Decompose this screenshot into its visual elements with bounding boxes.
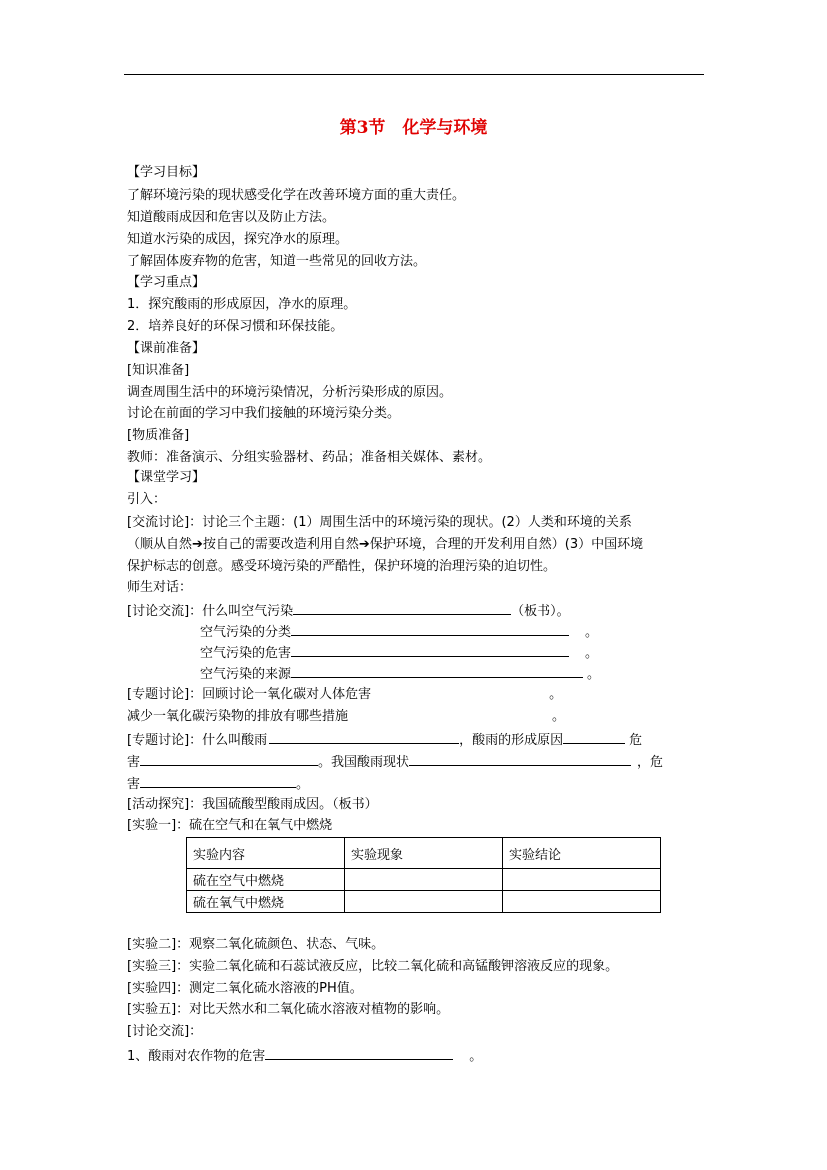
discussion-line: 保护标志的创意。感受环境污染的严酷性，保护环境的治理污染的迫切性。 [127, 559, 557, 574]
table-header-row [187, 838, 661, 869]
co-harm-line: [专题讨论]：回顾讨论一氧化碳对人体危害 。 [127, 687, 563, 702]
classroom-heading: 【课堂学习】 [127, 470, 206, 485]
knowledge-prep-item: 讨论在前面的学习中我们接触的环境污染分类。 [127, 406, 401, 421]
experiment-1-line: [实验一]：硫在空气和在氧气中燃烧 [127, 818, 333, 833]
answer-blank[interactable] [265, 1046, 453, 1060]
objective-item: 知道酸雨成因和危害以及防止方法。 [127, 210, 336, 225]
co-measures-line: 减少一氧化碳污染物的排放有哪些措施 。 [127, 709, 566, 724]
material-prep-heading: [物质准备] [127, 428, 190, 443]
objective-item: 了解固体废弃物的危害，知道一些常见的回收方法。 [127, 254, 427, 269]
experiment-line: [实验五]：对比天然水和二氧化硫水溶液对植物的影响。 [127, 1002, 450, 1017]
table-header-cell: 实验内容 [187, 838, 345, 869]
answer-blank[interactable] [291, 622, 569, 636]
air-pollution-classification: 空气污染的分类 。 [200, 622, 598, 642]
table-header-cell: 实验结论 [503, 838, 661, 869]
air-pollution-harm: 空气污染的危害 。 [200, 643, 598, 663]
discussion-label: [讨论交流]： [127, 1024, 203, 1039]
table-cell[interactable] [345, 869, 503, 891]
answer-blank[interactable] [269, 730, 459, 744]
table-cell: 硫在空气中燃烧 [187, 869, 345, 891]
table-header-cell: 实验现象 [345, 838, 503, 869]
knowledge-prep-item: 调查周围生活中的环境污染情况，分析污染形成的原因。 [127, 385, 453, 400]
table-cell: 硫在氧气中燃烧 [187, 891, 345, 913]
experiment-line: [实验二]：观察二氧化硫颜色、状态、气味。 [127, 937, 385, 952]
page-title: 第3节 化学与环境 [339, 118, 488, 138]
table-row [187, 891, 661, 913]
answer-blank[interactable] [140, 752, 318, 766]
discussion-line: [交流讨论]：讨论三个主题：(1）周围生活中的环境污染的现状。(2）人类和环境的关系 [127, 515, 632, 530]
answer-blank[interactable] [293, 601, 511, 615]
answer-blank[interactable] [291, 664, 583, 678]
air-pollution-question: [讨论交流]：什么叫空气污染 （板书）。 [127, 601, 570, 621]
prep-heading: 【课前准备】 [127, 341, 206, 356]
answer-blank[interactable] [409, 752, 631, 766]
knowledge-prep-heading: [知识准备] [127, 363, 190, 378]
experiment-line: [实验三]：实验二氧化硫和石蕊试液反应，比较二氧化硫和高锰酸钾溶液反应的现象。 [127, 959, 619, 974]
activity-line: [活动探究]：我国硫酸型酸雨成因。（板书） [127, 797, 378, 812]
table-cell[interactable] [503, 891, 661, 913]
acid-rain-line-1: [专题讨论]：什么叫酸雨 ，酸雨的形成原因 危 [127, 730, 642, 750]
experiment-line: [实验四]：测定二氧化硫水溶液的PH值。 [127, 981, 363, 996]
table-cell[interactable] [345, 891, 503, 913]
focus-item: 1．探究酸雨的形成原因，净水的原理。 [127, 297, 357, 312]
objectives-heading: 【学习目标】 [127, 165, 206, 180]
answer-blank[interactable] [140, 774, 296, 788]
experiment-table [186, 837, 661, 913]
focus-item: 2．培养良好的环保习惯和环保技能。 [127, 319, 344, 334]
header-rule [124, 74, 704, 75]
crop-harm-line: 1、酸雨对农作物的危害 。 [127, 1046, 482, 1066]
air-pollution-source: 空气污染的来源 。 [200, 664, 600, 684]
table-row [187, 869, 661, 891]
table-cell[interactable] [503, 869, 661, 891]
acid-rain-line-3: 害 。 [127, 774, 309, 794]
dialogue-label: 师生对话： [127, 580, 193, 595]
objective-item: 知道水污染的成因，探究净水的原理。 [127, 232, 349, 247]
objective-item: 了解环境污染的现状感受化学在改善环境方面的重大责任。 [127, 188, 466, 203]
answer-blank[interactable] [563, 730, 625, 744]
discussion-line: （顺从自然➔按自己的需要改造利用自然➔保护环境，合理的开发利用自然）(3）中国环境 [127, 537, 644, 552]
material-prep: 教师：准备演示、分组实验器材、药品；准备相关媒体、素材。 [127, 450, 492, 465]
answer-blank[interactable] [291, 643, 569, 657]
focus-heading: 【学习重点】 [127, 275, 206, 290]
acid-rain-line-2: 害 。我国酸雨现状 ，危 [127, 752, 663, 772]
intro-label: 引入： [127, 492, 167, 507]
